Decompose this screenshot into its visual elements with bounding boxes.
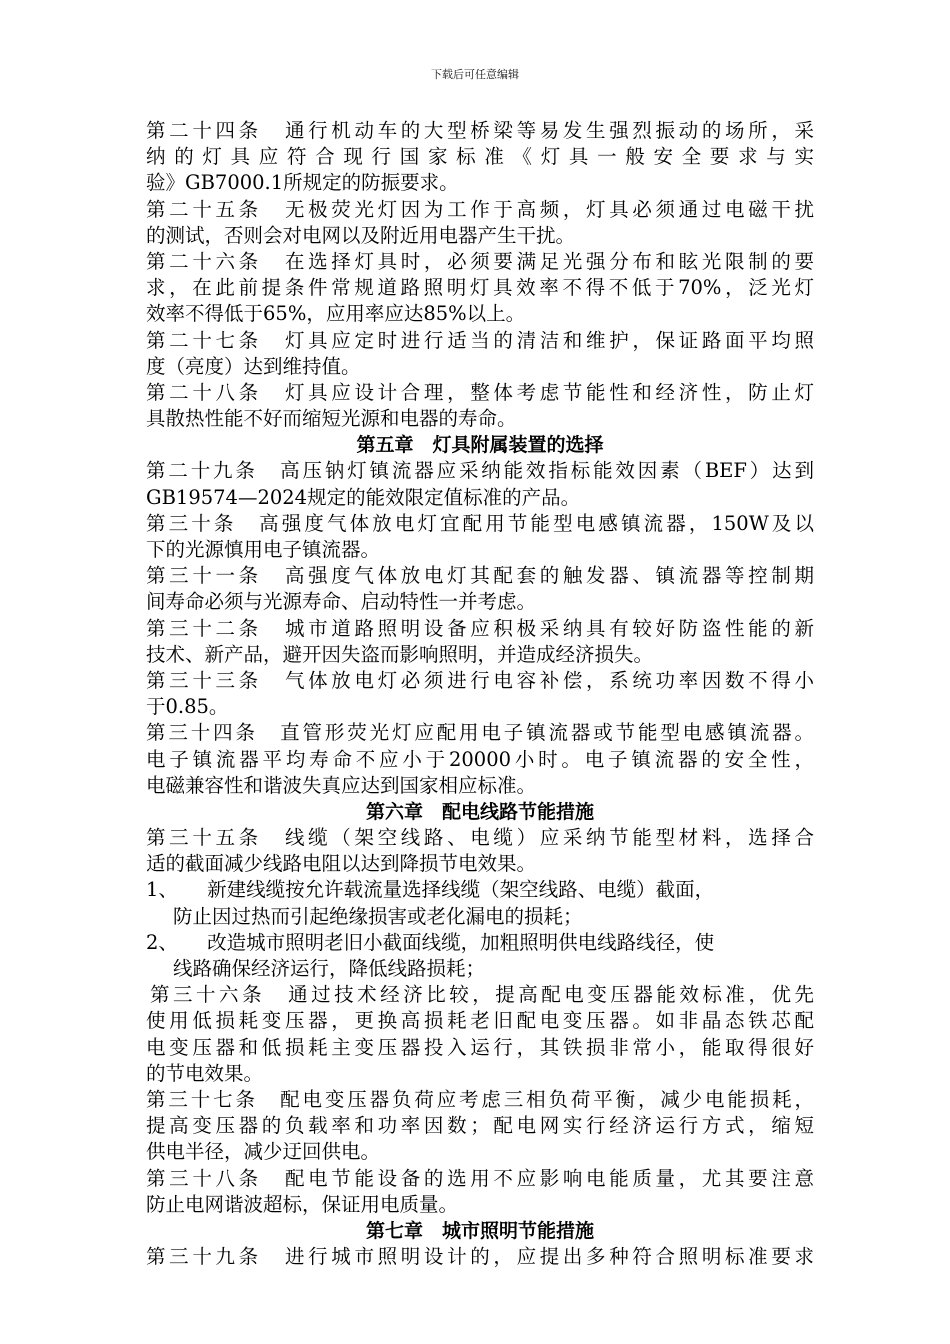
text-line: 间寿命必须与光源寿命、启动特性一并考虑。 bbox=[146, 590, 537, 614]
text-line: 第三十八条 配电节能设备的选用不应影响电能质量，尤其要注意 bbox=[146, 1166, 814, 1190]
chapter-heading: 第七章 城市照明节能措施 bbox=[365, 1219, 594, 1242]
text-line: 效率不得低于65%，应用率应达85%以上。 bbox=[146, 302, 526, 326]
document-body bbox=[146, 118, 814, 1270]
text-line: 第三十九条 进行城市照明设计的，应提出多种符合照明标准要求 bbox=[146, 1245, 814, 1269]
text-line: 技术、新产品，避开因失盗而影响照明，并造成经济损失。 bbox=[146, 642, 654, 666]
chapter-heading: 第五章 灯具附属装置的选择 bbox=[356, 434, 604, 457]
text-line: 第二十九条 高压钠灯镇流器应采纳能效指标能效因素（BEF）达到 bbox=[146, 459, 814, 483]
text-line: 下的光源慎用电子镇流器。 bbox=[146, 538, 381, 561]
text-line: 使用低损耗变压器，更换高损耗老旧配电变压器。如非晶态铁芯配 bbox=[146, 1009, 814, 1033]
text-line: 1、 新建线缆按允许载流量选择线缆（架空线路、电缆）截面， bbox=[146, 878, 715, 902]
text-line: 第三十三条 气体放电灯必须进行电容补偿，系统功率因数不得小 bbox=[146, 668, 814, 692]
text-line: 第二十四条 通行机动车的大型桥梁等易发生强烈振动的场所，采 bbox=[146, 119, 814, 142]
text-line: 第三十五条 线缆（架空线路、电缆）应采纳节能型材料，选择合 bbox=[146, 826, 814, 850]
text-line: 提高变压器的负载率和功率因数；配电网实行经济运行方式，缩短 bbox=[146, 1114, 814, 1138]
text-line: 第二十六条 在选择灯具时，必须要满足光强分布和眩光限制的要 bbox=[146, 249, 814, 273]
text-line: 第三十六条 通过技术经济比较，提高配电变压器能效标准，优先 bbox=[150, 983, 814, 1007]
chapter-heading: 第六章 配电线路节能措施 bbox=[365, 800, 594, 823]
text-line: 第二十五条 无极荧光灯因为工作于高频，灯具必须通过电磁干扰 bbox=[146, 197, 814, 221]
text-line: 验》GB7000.1所规定的防振要求。 bbox=[146, 171, 459, 195]
text-line: 线路确保经济运行，降低线路损耗； bbox=[173, 957, 486, 980]
text-line: 第三十七条 配电变压器负荷应考虑三相负荷平衡，减少电能损耗， bbox=[146, 1087, 814, 1111]
text-line: GB19574—2024规定的能效限定值标准的产品。 bbox=[146, 485, 581, 509]
text-line: 纳的灯具应符合现行国家标准《灯具一般安全要求与实 bbox=[146, 145, 814, 169]
text-line: 防止因过热而引起绝缘损害或老化漏电的损耗； bbox=[173, 904, 583, 928]
text-line: 防止电网谐波超标，保证用电质量。 bbox=[146, 1192, 459, 1216]
text-line: 第三十二条 城市道路照明设备应积极采纳具有较好防盗性能的新 bbox=[146, 616, 814, 640]
text-line: 第二十八条 灯具应设计合理，整体考虑节能性和经济性，防止灯 bbox=[146, 380, 814, 404]
text-line: 电子镇流器平均寿命不应小于20000小时。电子镇流器的安全性， bbox=[146, 747, 814, 771]
text-line: 第三十四条 直管形荧光灯应配用电子镇流器或节能型电感镇流器。 bbox=[146, 721, 814, 745]
text-line: 第二十七条 灯具应定时进行适当的清洁和维护，保证路面平均照 bbox=[146, 328, 814, 352]
text-line: 具散热性能不好而缩短光源和电器的寿命。 bbox=[146, 407, 517, 431]
text-line: 2、 改造城市照明老旧小截面线缆，加粗照明供电线路线径，使 bbox=[146, 930, 715, 954]
text-line: 第三十条 高强度气体放电灯宜配用节能型电感镇流器，150W及以 bbox=[146, 511, 814, 535]
text-line: 供电半径，减少迂回供电。 bbox=[146, 1140, 381, 1164]
text-line: 电变压器和低损耗主变压器投入运行，其铁损非常小，能取得很好 bbox=[146, 1035, 814, 1059]
page-header: 下载后可任意编辑 bbox=[431, 68, 519, 81]
text-line: 度（亮度）达到维持值。 bbox=[146, 354, 361, 378]
text-line: 的测试，否则会对电网以及附近用电器产生干扰。 bbox=[146, 223, 576, 247]
text-line: 适的截面减少线路电阻以达到降损节电效果。 bbox=[146, 852, 537, 876]
text-line: 第三十一条 高强度气体放电灯其配套的触发器、镇流器等控制期 bbox=[146, 564, 814, 588]
text-line: 求，在此前提条件常规道路照明灯具效率不得不低于70%，泛光灯 bbox=[146, 276, 814, 300]
text-line: 的节电效果。 bbox=[146, 1061, 264, 1085]
text-line: 于0.85。 bbox=[146, 695, 229, 719]
text-line: 电磁兼容性和谐波失真应达到国家相应标准。 bbox=[146, 773, 537, 797]
